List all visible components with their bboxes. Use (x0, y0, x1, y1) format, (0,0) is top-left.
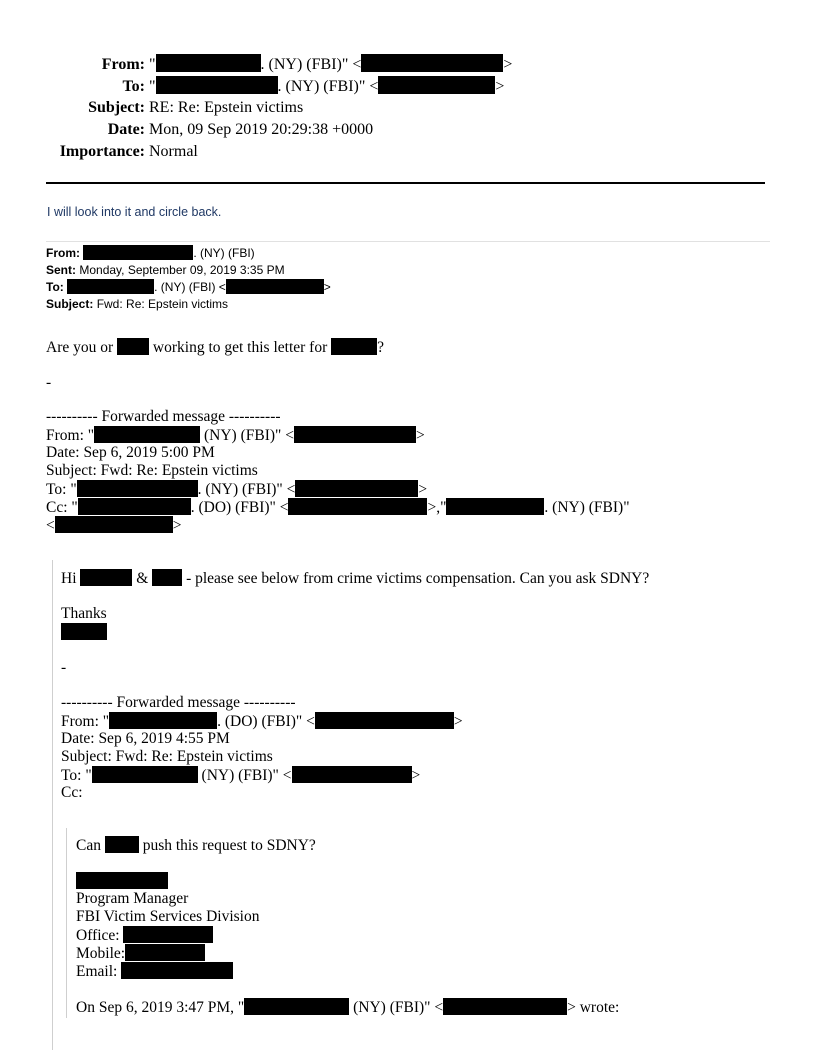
header-to-org: . (NY) (FBI)" < (277, 78, 379, 95)
redaction (117, 338, 149, 355)
header-date-value: Mon, 09 Sep 2019 20:29:38 +0000 (149, 121, 374, 138)
redaction (156, 76, 278, 94)
redaction (80, 569, 132, 586)
reply-divider (46, 241, 770, 242)
quote2-attribution: On Sep 6, 2019 3:47 PM, " (NY) (FBI)" < > wrote: (76, 999, 620, 1016)
redaction (109, 712, 217, 729)
header-subject-label: Subject: (88, 99, 145, 116)
header-subject-row (0, 98, 303, 118)
header-subject-value: RE: Re: Epstein victims (149, 99, 304, 116)
redaction (105, 836, 139, 853)
redaction (152, 569, 182, 586)
header-importance-label: Importance: (59, 143, 145, 160)
fwd1-cc-cont: < > (46, 517, 182, 534)
fwd2-subject: Subject: Fwd: Re: Epstein victims (61, 748, 273, 765)
signature-mobile: Mobile: (76, 944, 205, 963)
redaction (67, 279, 154, 294)
redaction (443, 998, 567, 1015)
header-date-row (0, 120, 373, 140)
fwd1-date: Date: Sep 6, 2019 5:00 PM (46, 444, 215, 461)
header-to-row: To: " . (NY) (FBI)" < > (0, 76, 504, 97)
redaction (125, 944, 205, 961)
header-from-label: From: (101, 56, 145, 73)
msg2-subject-row: Subject: Fwd: Re: Epstein victims (46, 297, 229, 311)
signature-division: FBI Victim Services Division (76, 908, 260, 925)
quote1-dash: - (61, 659, 67, 676)
redaction (77, 480, 198, 497)
redaction (446, 498, 544, 515)
fwd1-to: To: " . (NY) (FBI)" < > (46, 481, 428, 498)
redaction (244, 998, 349, 1015)
redaction (123, 926, 213, 943)
msg2-dash: - (46, 374, 52, 391)
quote1-signature-redaction (61, 623, 107, 642)
redaction (94, 426, 200, 443)
signature-title: Program Manager (76, 890, 189, 907)
fwd2-from: From: " . (DO) (FBI)" < > (61, 713, 463, 730)
redaction (78, 498, 191, 515)
quote2-name-redaction (76, 872, 168, 891)
msg2-body: Are you or working to get this letter for ? (46, 339, 385, 356)
redaction (294, 426, 416, 443)
redaction (315, 712, 454, 729)
fwd2-date: Date: Sep 6, 2019 4:55 PM (61, 730, 230, 747)
redaction (292, 766, 412, 783)
fwd1-from: From: " (NY) (FBI)" < > (46, 427, 425, 444)
redaction (92, 766, 198, 783)
redaction (288, 498, 427, 515)
fwd1-cc: Cc: " . (DO) (FBI)" < >," . (NY) (FBI)" (46, 499, 630, 516)
signature-email: Email: (76, 962, 233, 981)
quote1-thanks: Thanks (61, 605, 107, 622)
redaction (295, 480, 418, 497)
signature-office: Office: (76, 926, 213, 945)
msg2-from-row: From: . (NY) (FBI) (46, 246, 255, 260)
header-importance-value: Normal (149, 143, 198, 160)
redaction (83, 245, 193, 260)
quote-bar (52, 560, 53, 1050)
redaction (55, 516, 173, 533)
fwd2-cc: Cc: (61, 784, 83, 801)
quote1-greeting: Hi & - please see below from crime victims compensation. Can you ask SDNY? (61, 570, 650, 587)
msg2-to-row: To: . (NY) (FBI) < > (46, 280, 331, 294)
header-from-quote: " (149, 56, 156, 73)
redaction (361, 54, 503, 72)
quote2-request: Can push this request to SDNY? (76, 837, 316, 854)
redaction (121, 962, 233, 979)
header-to-label: To: (122, 78, 145, 95)
header-divider (46, 182, 765, 184)
redaction (156, 54, 261, 72)
header-from-org: . (NY) (FBI)" < (260, 56, 362, 73)
redaction (378, 76, 495, 94)
header-date-label: Date: (107, 121, 145, 138)
reply-text: I will look into it and circle back. (47, 205, 222, 219)
fwd1-subject: Subject: Fwd: Re: Epstein victims (46, 462, 258, 479)
quote-bar (66, 828, 67, 1018)
fwd1-banner: ---------- Forwarded message ---------- (46, 408, 281, 425)
redaction (331, 338, 377, 355)
fwd2-banner: ---------- Forwarded message ---------- (61, 694, 296, 711)
header-importance-row (0, 142, 198, 162)
fwd2-to: To: " (NY) (FBI)" < > (61, 767, 421, 784)
redaction (226, 279, 324, 294)
msg2-sent-row: Sent: Monday, September 09, 2019 3:35 PM (46, 263, 285, 277)
msg2-subject-value: Fwd: Re: Epstein victims (96, 297, 229, 311)
header-from-row: From: " . (NY) (FBI)" < > (0, 54, 512, 75)
msg2-sent-value: Monday, September 09, 2019 3:35 PM (79, 263, 285, 277)
